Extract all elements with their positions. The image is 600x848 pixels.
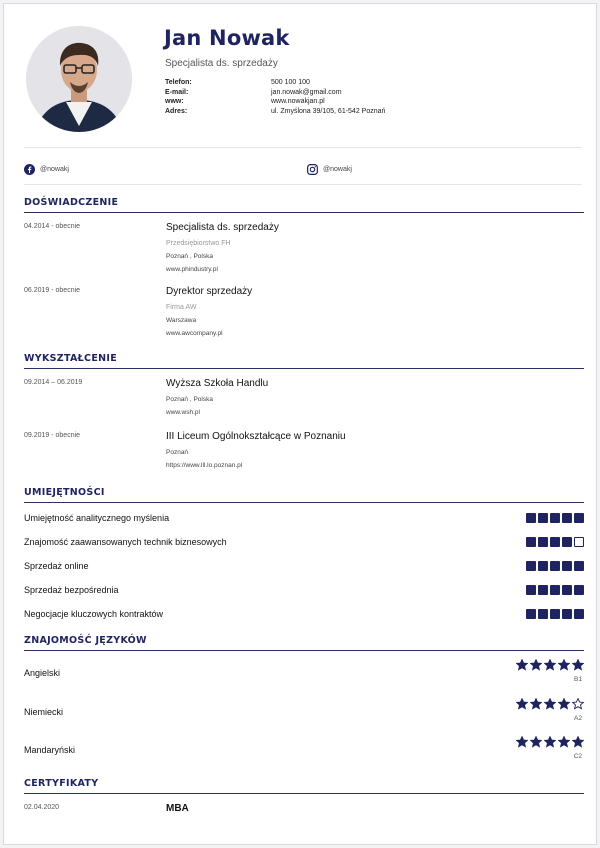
- divider: [24, 147, 582, 148]
- section-underline: [24, 502, 584, 503]
- star-filled-icon: [516, 698, 528, 710]
- star-filled-icon: [572, 736, 584, 748]
- entry-url[interactable]: www.wsh.pl: [166, 409, 200, 416]
- entry-company: Firma AW: [166, 304, 197, 311]
- level-box-filled: [550, 609, 560, 619]
- entry-location: Warszawa: [166, 317, 197, 324]
- language-stars: [516, 698, 584, 710]
- skill-row: [24, 583, 584, 599]
- level-box-filled: [538, 585, 548, 595]
- language-name: Niemiecki: [24, 707, 64, 717]
- level-box-filled: [526, 585, 536, 595]
- star-filled-icon: [544, 698, 556, 710]
- entry-title: Wyższa Szkoła Handlu: [166, 378, 269, 389]
- entry-company: Przedsiębiorstwo FH: [166, 240, 231, 247]
- skill-row: [24, 511, 584, 527]
- section-underline: [24, 650, 584, 651]
- entry-url[interactable]: www.awcompany.pl: [166, 330, 223, 337]
- divider: [24, 184, 582, 185]
- star-filled-icon: [558, 736, 570, 748]
- language-name: Mandaryński: [24, 745, 76, 755]
- level-box-filled: [526, 537, 536, 547]
- entry-title: Specjalista ds. sprzedaży: [166, 222, 279, 233]
- profile-photo: [26, 26, 132, 132]
- language-name: Angielski: [24, 668, 61, 678]
- social-facebook[interactable]: [24, 164, 69, 175]
- entry-title: MBA: [166, 803, 189, 814]
- facebook-icon: [24, 164, 35, 175]
- contact-label: Telefon:: [165, 79, 192, 86]
- level-box-filled: [562, 513, 572, 523]
- contact-row-phone: [165, 78, 385, 88]
- entry-location: Poznań: [166, 449, 189, 456]
- star-filled-icon: [558, 659, 570, 671]
- section-title-experience: DOŚWIADCZENIE: [24, 197, 119, 208]
- contact-label: E-mail:: [165, 88, 189, 96]
- level-box-filled: [562, 561, 572, 571]
- level-box-filled: [562, 609, 572, 619]
- entry-date: 09.2014 – 06.2019: [24, 379, 83, 386]
- skill-row: [24, 607, 584, 623]
- language-level: A2: [574, 715, 582, 722]
- star-filled-icon: [572, 659, 584, 671]
- entry-date: 09.2019 - obecnie: [24, 432, 81, 439]
- section-underline: [24, 212, 584, 213]
- entry-url[interactable]: https://www.lll.lo.poznan.pl: [166, 462, 243, 469]
- language-row: [24, 659, 584, 689]
- entry-date: 02.04.2020: [24, 804, 60, 811]
- social-instagram[interactable]: [307, 164, 352, 175]
- level-box-empty: [574, 537, 584, 547]
- email-value[interactable]: jan.nowak@gmail.com: [271, 88, 342, 96]
- skill-level-boxes: [526, 537, 584, 547]
- star-filled-icon: [530, 736, 542, 748]
- level-box-filled: [538, 609, 548, 619]
- skill-name: Sprzedaż bezpośrednia: [24, 585, 119, 595]
- entry-location: Poznań , Polska: [166, 396, 213, 403]
- skill-name: Sprzedaż online: [24, 561, 89, 571]
- level-box-filled: [562, 585, 572, 595]
- language-stars: [516, 659, 584, 671]
- skill-row: [24, 535, 584, 551]
- level-box-filled: [538, 537, 548, 547]
- section-title-education: WYKSZTAŁCENIE: [24, 353, 117, 364]
- skill-level-boxes: [526, 561, 584, 571]
- level-box-filled: [574, 513, 584, 523]
- contact-row-email: [165, 88, 385, 98]
- language-level: C2: [573, 753, 582, 760]
- level-box-filled: [550, 513, 560, 523]
- level-box-filled: [574, 561, 584, 571]
- entry-title: III Liceum Ogólnokształcące w Poznaniu: [166, 431, 346, 442]
- section-underline: [24, 368, 584, 369]
- website-value[interactable]: www.nowakjan.pl: [271, 98, 325, 105]
- contact-row-address: [165, 107, 385, 117]
- section-title-skills: UMIEJĘTNOŚCI: [24, 487, 105, 498]
- level-box-filled: [550, 561, 560, 571]
- level-box-filled: [574, 585, 584, 595]
- entry-date: 06.2019 - obecnie: [24, 287, 81, 294]
- instagram-icon: [307, 164, 318, 175]
- level-box-filled: [526, 609, 536, 619]
- star-filled-icon: [516, 659, 528, 671]
- star-filled-icon: [558, 698, 570, 710]
- section-title-certificates: CERTYFIKATY: [24, 778, 99, 789]
- skill-name: Negocjacje kluczowych kontraktów: [24, 609, 164, 619]
- instagram-handle: @nowakj: [323, 166, 352, 173]
- section-underline: [24, 793, 584, 794]
- contact-row-www: [165, 97, 385, 107]
- entry-title: Dyrektor sprzedaży: [166, 286, 253, 297]
- language-row: [24, 698, 584, 728]
- level-box-filled: [526, 513, 536, 523]
- star-filled-icon: [530, 698, 542, 710]
- entry-location: Poznań , Polska: [166, 253, 213, 260]
- level-box-filled: [538, 561, 548, 571]
- level-box-filled: [550, 585, 560, 595]
- level-box-filled: [574, 609, 584, 619]
- level-box-filled: [562, 537, 572, 547]
- skill-level-boxes: [526, 513, 584, 523]
- star-filled-icon: [516, 736, 528, 748]
- level-box-filled: [550, 537, 560, 547]
- address-value: ul. Zmyślona 39/105, 61-542 Poznań: [271, 107, 386, 115]
- section-title-languages: ZNAJOMOŚĆ JĘZYKÓW: [24, 635, 147, 646]
- full-name: Jan Nowak: [164, 26, 290, 50]
- skill-level-boxes: [526, 609, 584, 619]
- language-level: B1: [574, 676, 582, 683]
- skill-name: Znajomość zaawansowanych technik biznesowych: [24, 537, 227, 547]
- entry-date: 04.2014 - obecnie: [24, 223, 81, 230]
- level-box-filled: [526, 561, 536, 571]
- star-empty-icon: [572, 698, 584, 710]
- facebook-handle: @nowakj: [40, 166, 69, 173]
- level-box-filled: [538, 513, 548, 523]
- job-title: Specjalista ds. sprzedaży: [165, 58, 278, 69]
- star-filled-icon: [544, 736, 556, 748]
- contact-label: Adres:: [165, 107, 188, 115]
- language-row: [24, 736, 584, 766]
- resume-page: [3, 3, 597, 845]
- contact-label: www:: [165, 98, 184, 105]
- skill-row: [24, 559, 584, 575]
- contact-block: [165, 78, 385, 116]
- star-filled-icon: [544, 659, 556, 671]
- phone-value[interactable]: 500 100 100: [271, 79, 310, 86]
- skill-level-boxes: [526, 585, 584, 595]
- star-filled-icon: [530, 659, 542, 671]
- entry-url[interactable]: www.phindustry.pl: [166, 266, 218, 273]
- skill-name: Umiejętność analitycznego myślenia: [24, 513, 170, 523]
- language-stars: [516, 736, 584, 748]
